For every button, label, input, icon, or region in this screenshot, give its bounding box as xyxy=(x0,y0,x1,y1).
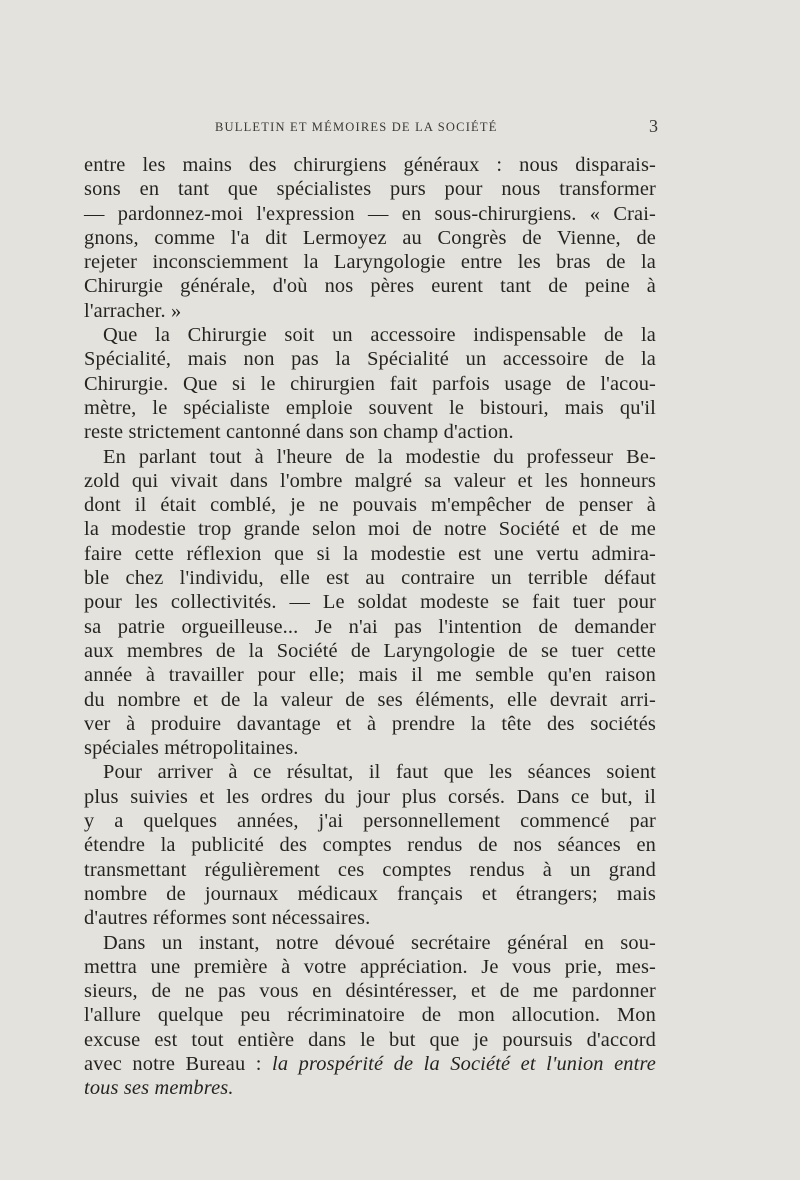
text-line: reste strictement cantonné dans son champ d'action. xyxy=(84,421,514,444)
text-line: — pardonnez-moi l'expression — en sous-chirurgiens. « Crai- xyxy=(84,202,656,225)
text-line: Chirurgie. Que si le chirurgien fait parfois usage de l'acou- xyxy=(84,372,656,395)
text-line: mettra une première à votre appréciation. Je vous prie, mes- xyxy=(84,955,656,978)
text-line: entre les mains des chirurgiens généraux : nous disparais- xyxy=(84,154,656,176)
text-line: l'arracher. » xyxy=(84,299,182,322)
text-line: l'allure quelque peu récriminatoire de mon allocution. Mon xyxy=(84,1004,656,1027)
text-line: sieurs, de ne pas vous en désintéresser, et de me pardonner xyxy=(84,980,656,1003)
text-line: spéciales métropolitaines. xyxy=(84,737,299,760)
paragraph-first-line: Pour arriver à ce résultat, il faut que les séances soient xyxy=(103,761,656,784)
text-line: ver à produire davantage et à prendre la tête des sociétés xyxy=(84,712,656,735)
text-line: gnons, comme l'a dit Lermoyez au Congrès de Vienne, de xyxy=(84,226,656,249)
running-header xyxy=(84,116,658,140)
text-line: rejeter inconsciemment la Laryngologie entre les bras de la xyxy=(84,251,656,274)
text-line: plus suivies et les ordres du jour plus corsés. Dans ce but, il xyxy=(84,785,656,808)
text-line: Chirurgie générale, d'où nos pères eurent tant de peine à xyxy=(84,275,656,298)
text-roman: avec notre Bureau : xyxy=(84,1052,273,1075)
text-line: aux membres de la Société de Laryngologie de se tuer cette xyxy=(84,639,656,662)
text-italic: tous ses membres. xyxy=(84,1077,234,1100)
body-text xyxy=(84,153,656,1101)
text-line: Spécialité, mais non pas la Spécialité un accessoire de la xyxy=(84,348,656,371)
text-line: sa patrie orgueilleuse... Je n'ai pas l'intention de demander xyxy=(84,615,656,638)
text-line: étendre la publicité des comptes rendus de nos séances en xyxy=(84,834,656,857)
paragraph-first-line: Dans un instant, notre dévoué secrétaire général en sou- xyxy=(103,931,656,954)
text-line: du nombre et de la valeur de ses éléments, elle devrait arri- xyxy=(84,688,656,711)
text-line: la modestie trop grande selon moi de notre Société et de me xyxy=(84,518,656,541)
text-line: dont il était comblé, je ne pouvais m'empêcher de penser à xyxy=(84,494,656,517)
text-line xyxy=(84,1076,656,1100)
text-line: excuse est tout entière dans le but que je poursuis d'accord xyxy=(84,1028,656,1051)
text-line: sons en tant que spécialistes purs pour nous transformer xyxy=(84,178,656,201)
text-line xyxy=(84,1052,656,1076)
text-line: pour les collectivités. — Le soldat modeste se fait tuer pour xyxy=(84,591,656,614)
text-line: d'autres réformes sont nécessaires. xyxy=(84,907,371,930)
running-title: BULLETIN ET MÉMOIRES DE LA SOCIÉTÉ xyxy=(215,120,498,134)
paragraph-first-line: En parlant tout à l'heure de la modestie du professeur Be- xyxy=(103,445,656,468)
text-line: zold qui vivait dans l'ombre malgré sa valeur et les honneurs xyxy=(84,469,656,492)
text-italic: la prospérité de la Société et l'union entre xyxy=(272,1052,656,1075)
text-line: année à travailler pour elle; mais il me semble qu'en raison xyxy=(84,664,656,687)
text-line: mètre, le spécialiste emploie souvent le bistouri, mais qu'il xyxy=(84,396,656,419)
text-line: faire cette réflexion que si la modestie est une vertu admira- xyxy=(84,542,656,565)
text-line: y a quelques années, j'ai personnellement commencé par xyxy=(84,810,656,833)
paragraph-first-line: Que la Chirurgie soit un accessoire indispensable de la xyxy=(103,324,656,347)
text-line: nombre de journaux médicaux français et étrangers; mais xyxy=(84,882,656,905)
page-number: 3 xyxy=(649,116,658,136)
text-line: ble chez l'individu, elle est au contraire un terrible défaut xyxy=(84,567,656,590)
text-line: transmettant régulièrement ces comptes rendus à un grand xyxy=(84,858,656,881)
